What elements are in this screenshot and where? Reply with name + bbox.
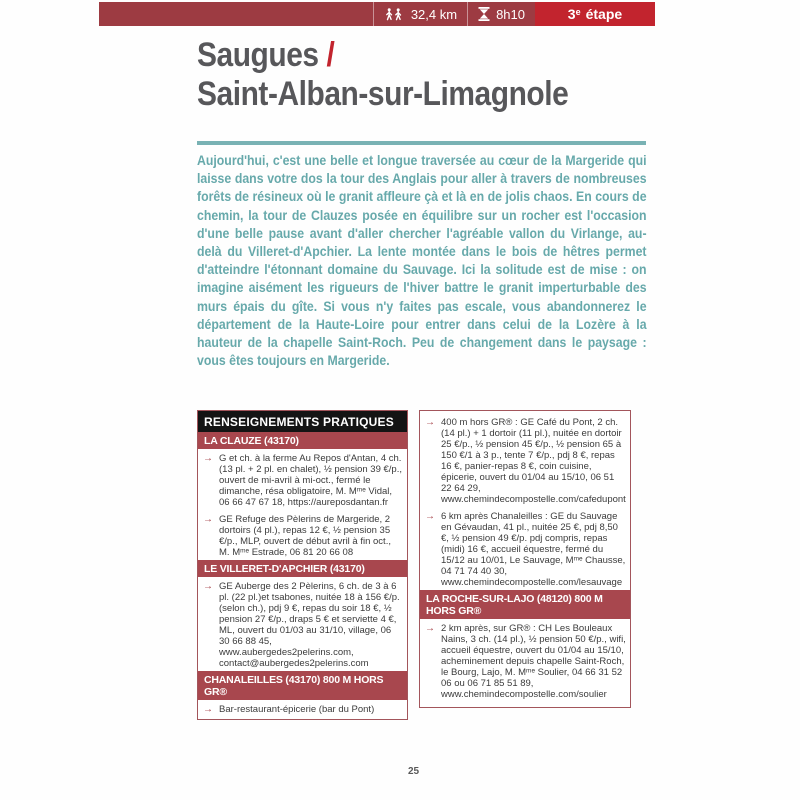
arrow-icon: →: [203, 453, 213, 464]
stage-badge: 3 e étape: [535, 2, 655, 26]
listing-entry: [198, 449, 407, 510]
arrow-icon: →: [425, 417, 435, 428]
listing-entry: [420, 619, 630, 702]
listing-entry: [420, 507, 630, 590]
listing-entry: [420, 413, 630, 507]
hikers-icon: [384, 8, 405, 21]
arrow-icon: →: [203, 514, 213, 525]
title-destination: Saint-Alban-sur-Limagnole: [197, 75, 569, 113]
arrow-icon: →: [425, 511, 435, 522]
distance-stat: [373, 2, 467, 26]
listing-text: GE Auberge des 2 Pèlerins, 6 ch. de 3 à 6 pl. (22 pl.)et tsabones, nuitée 18 à 156 €/p. (selon ch.), pdj 9 €, repas du soir 18 €, ½ pension 27 €/p., draps 5 € et serviette 4 €, ML, ouvert du 01/03 au 31/10, village, 06 30 66 88 45, www.aubergedes2pelerins.com, contact@aubergedes2pelerins.com: [219, 581, 400, 669]
stage-number: 3: [567, 6, 576, 22]
intro-paragraph: Aujourd'hui, c'est une belle et longue traversée au cœur de la Margeride qui laisse dans votre dos la tour des Anglais pour aller à travers de nombreuses forêts de résineux où le granit affleure çà et là en de jolis chaos. En cours de chemin, la tour de Clauzes posée en équilibre sur un rocher est l'occasion d'une belle pause avant d'aller chercher l'agréable vallon du Virlange, au-delà du Villeret-d'Apchier. La lente montée dans le bois de hêtres permet d'atteindre l'étonnant domaine du Sauvage. Ici la solitude est de mise : on imagine aisément les rigueurs de l'hiver battre le granit imperturbable des murs épais du gîte. Si vous n'y faites pas escale, vous abandonnerez le département de la Haute-Loire pour entrer dans celui de la Lozère à la hauteur de la chapelle Saint-Roch. Peu de changement dans le paysage : vous êtes toujours en Margeride.: [197, 152, 647, 369]
title-start: Saugues: [197, 36, 319, 74]
listing-entry: [198, 510, 407, 560]
arrow-icon: →: [425, 623, 435, 634]
section-header-la-clauze: LA CLAUZE (43170): [198, 432, 407, 449]
duration-stat: [467, 2, 535, 26]
stage-stats-bar: [99, 2, 655, 26]
title-divider: [197, 141, 646, 145]
listing-entry: [198, 577, 407, 671]
distance-value: 32,4 km: [410, 6, 458, 22]
section-header-chanaleilles: CHANALEILLES (43170) 800 M HORS GR®: [198, 671, 407, 700]
listing-text: 400 m hors GR® : GE Café du Pont, 2 ch. (14 pl.) + 1 dortoir (11 pl.), nuitée en dortoir 25 €/p., ½ pension 45 €/p., ½ pension 65 à 150 €/1 à 3 p., tente 7 €/p., pdj 8 €, repas 16 €, panier-repas 8 €, coin cuisine, épicerie, ouvert du 01/04 au 15/10, 06 51 22 64 29, www.chemindecompostelle.com/cafedupont: [441, 417, 626, 505]
listing-text: 2 km après, sur GR® : CH Les Bouleaux Nains, 3 ch. (14 pl.), ½ pension 50 €/p., wifi, accueil équestre, ouvert du 01/04 au 15/10, acheminement depuis chapelle Saint-Roch, le Bourg, Lajo, M. Mᵐᵉ Soulier, 04 66 31 52 06 ou 06 71 85 51 89, www.chemindecompostelle.com/soulier: [441, 623, 626, 700]
page-title: [197, 36, 568, 114]
info-column-left: [197, 410, 408, 720]
section-header-le-villeret-d-apchier: LE VILLERET-D'APCHIER (43170): [198, 560, 407, 577]
arrow-icon: →: [203, 704, 213, 715]
title-slash: /: [326, 36, 335, 74]
stats-spacer: [99, 2, 373, 26]
page-number: 25: [407, 766, 420, 777]
section-header-la-roche-sur-lajo: LA ROCHE-SUR-LAJO (48120) 800 M HORS GR®: [420, 590, 630, 619]
listing-entry: [198, 700, 407, 717]
stage-word: étape: [585, 6, 623, 22]
duration-value: 8h10: [496, 6, 525, 22]
arrow-icon: →: [203, 581, 213, 592]
info-title-bar: RENSEIGNEMENTS PRATIQUES: [198, 411, 407, 432]
listing-text: Bar-restaurant-épicerie (bar du Pont): [219, 704, 375, 715]
info-column-right: [419, 410, 631, 708]
listing-text: GE Refuge des Pèlerins de Margeride, 2 dortoirs (4 pl.), repas 12 €, ½ pension 35 €/p., MLP, ouvert de début avril à fin oct., M. Mᵐᵉ Estrade, 06 81 20 66 08: [219, 514, 391, 558]
listing-text: G et ch. à la ferme Au Repos d'Antan, 4 ch. (13 pl. + 2 pl. en chalet), ½ pension 39 €/p., ouvert de mi-avril à mi-oct., fermé le dimanche, résa obligatoire, M. Mᵐᵉ Vidal, 06 66 47 67 18, https://aureposdantan.fr: [219, 453, 402, 508]
listing-text: 6 km après Chanaleilles : GE du Sauvage en Gévaudan, 41 pl., nuitée 25 €, pdj 8,50 €, ½ pension 49 €/p. pdj compris, repas (midi) 16 €, accueil équestre, fermé du 15/12 au 10/01, Le Sauvage, Mᵐᵉ Chausse, 04 71 74 40 30, www.chemindecompostelle.com/lesauvage: [441, 511, 626, 588]
hourglass-icon: [478, 7, 490, 21]
